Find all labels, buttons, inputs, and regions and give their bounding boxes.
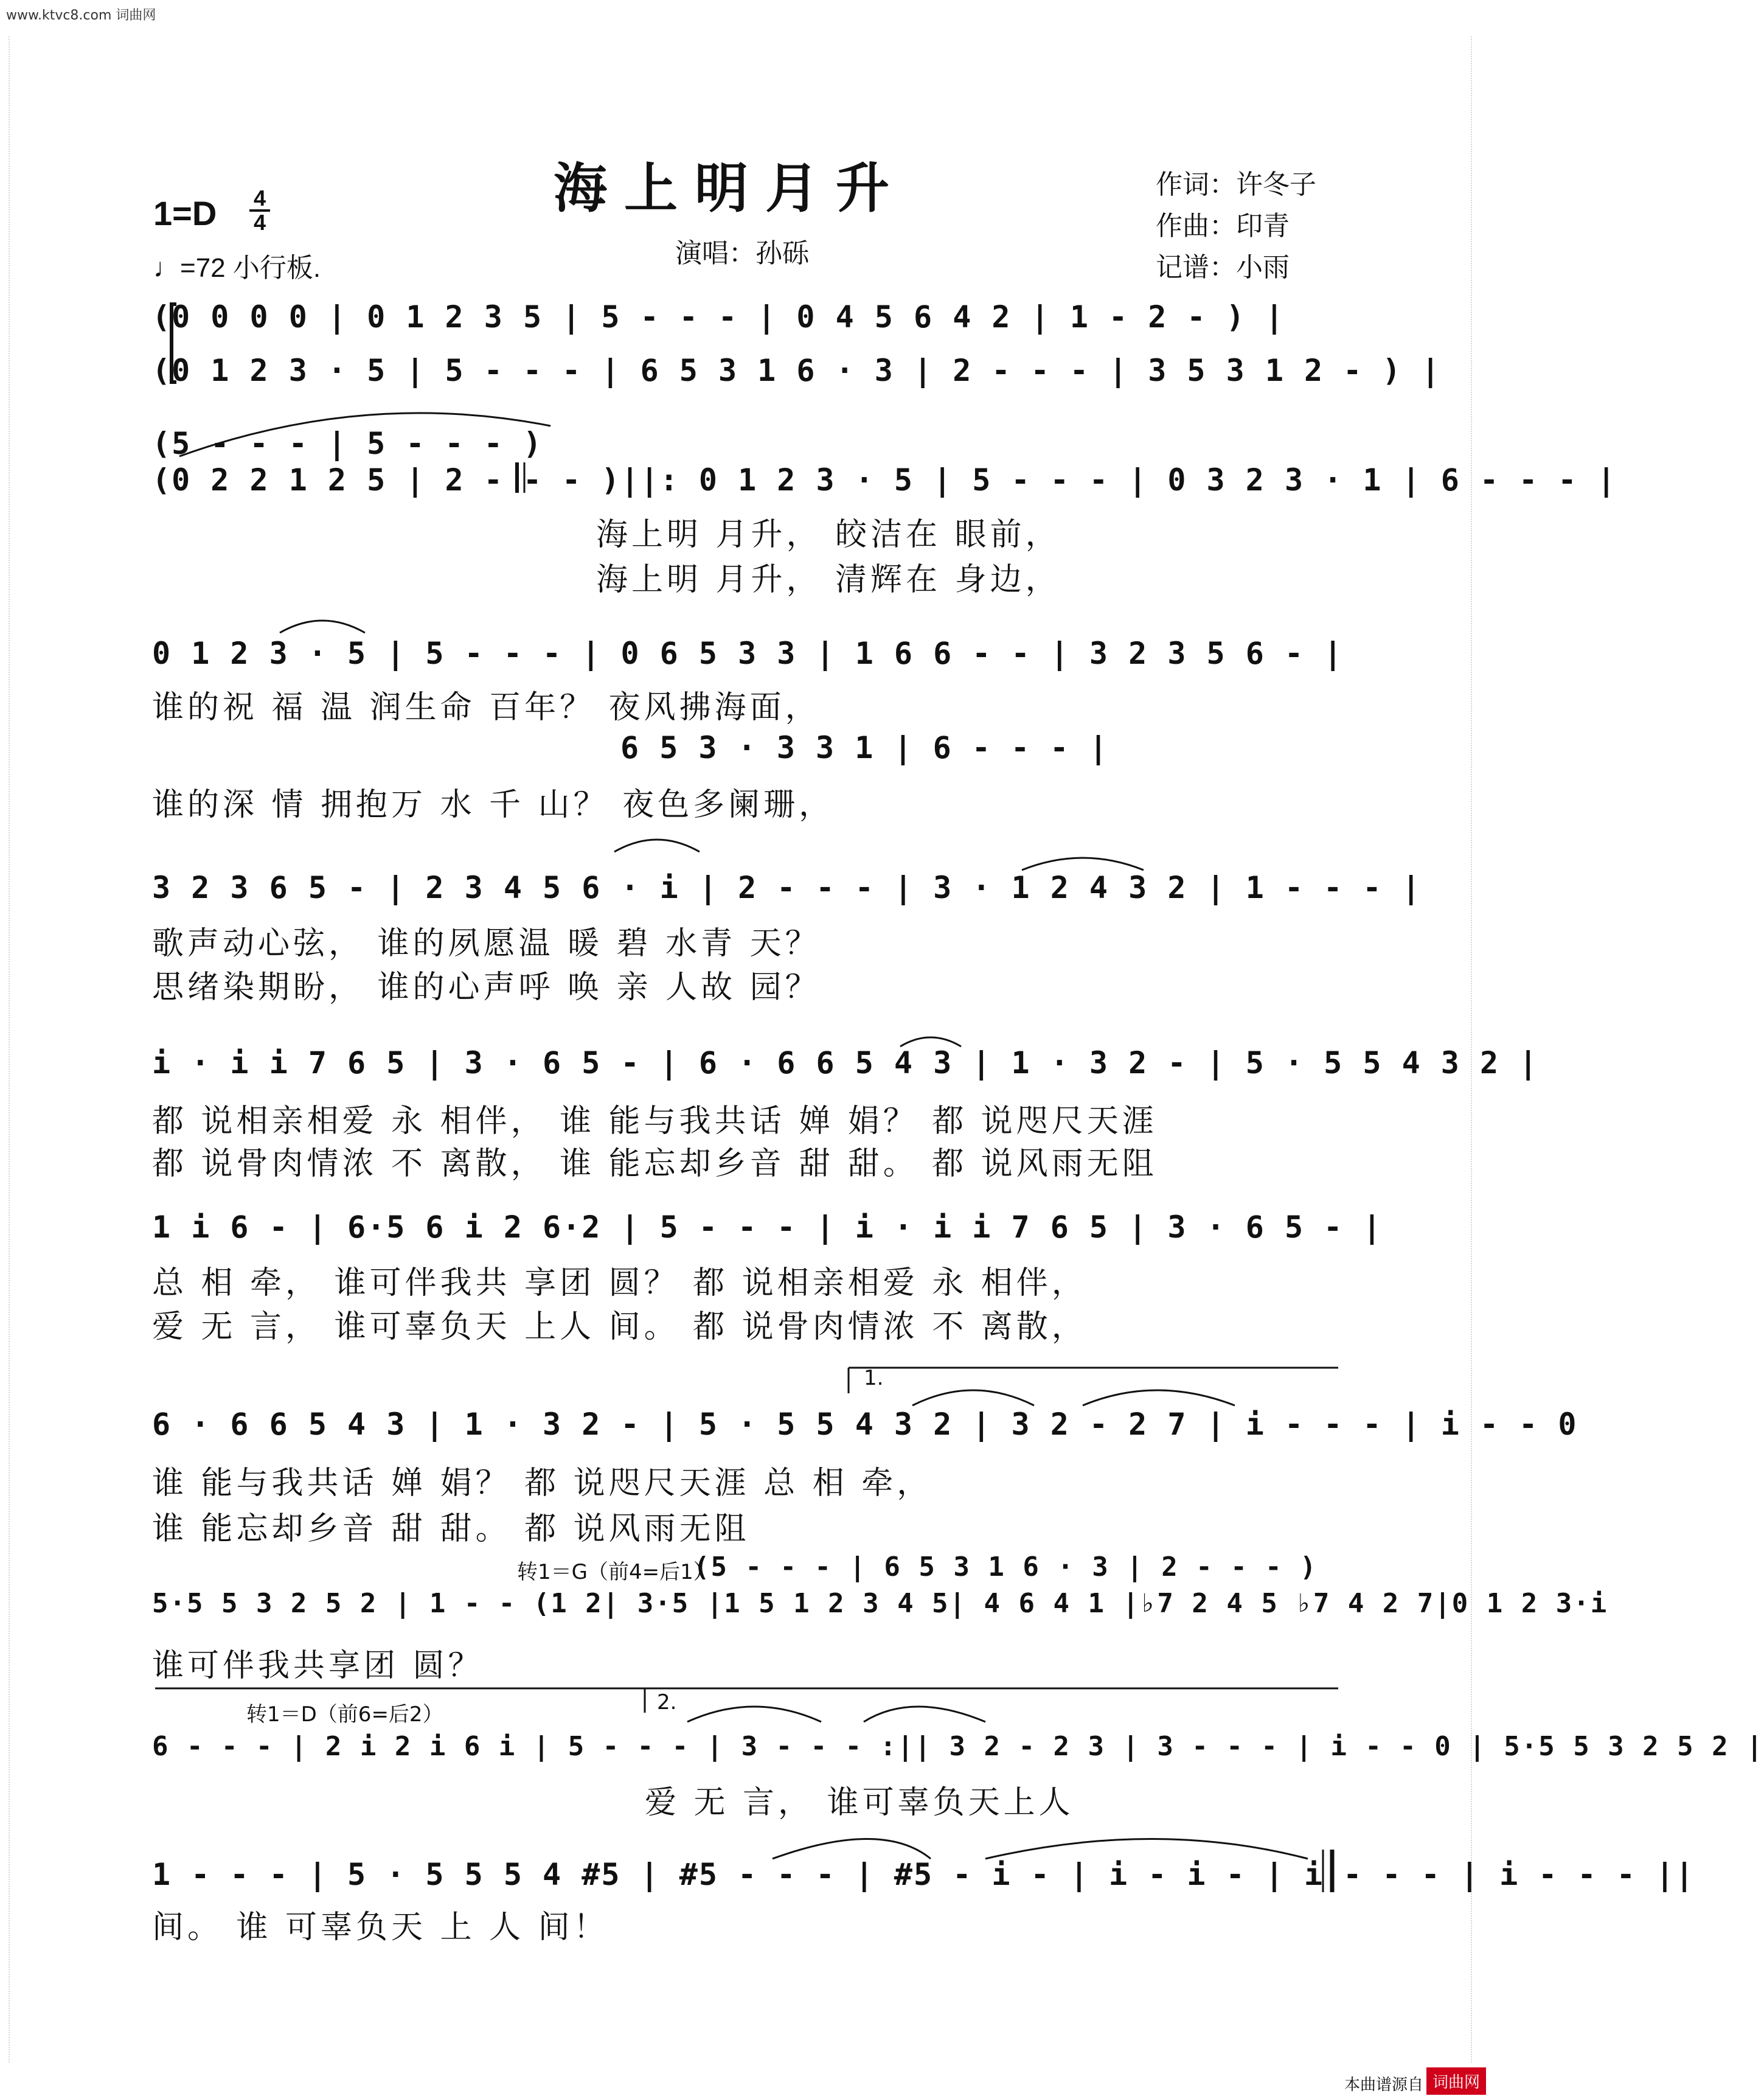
composer: 作曲：印青 [1156,211,1290,242]
site-url: www.ktvc8.com 词曲网 [6,8,156,23]
transcriber: 记谱：小雨 [1156,252,1290,283]
modulation-marking: 转1＝D（前6=后2） [246,1702,443,1727]
lyric-line: 谁 能与我共话 婵 娟？ 都 说咫尺天涯 总 相 牵， [152,1465,932,1502]
notation-line: 6 - - - | 2 i 2 i 6 i | 5 - - - | 3 - - - :|| 3 2 - 2 3 | 3 - - - | i - - 0 | 5·5 5 3 2 5 2 | [152,1731,1764,1762]
notation-line: 6 · 6 6 5 4 3 | 1 · 3 2 - | 5 · 5 5 4 3 2 | 3 2 - 2 7 | i - - - | i - - 0 [152,1407,1578,1442]
notation-line: 5·5 5 3 2 5 2 | 1 - - (1 2| 3·5 |1 5 1 2 3 4 5| 4 6 4 1 |♭7 2 4 5 ♭7 4 2 7|0 1 2 3·i [152,1588,1608,1619]
lyric-line: 间。 谁 可辜负天 上 人 间！ [152,1909,609,1946]
notation-line: 3 2 3 6 5 - | 2 3 4 5 6 · i | 2 - - - | 3 · 1 2 4 3 2 | 1 - - - | [152,870,1422,905]
lyric-line: 海上明 月升， 皎洁在 眼前， [596,517,1061,553]
lyric-line: 歌声动心弦， 谁的夙愿温 暖 碧 水青 天？ [152,925,821,962]
notation-line: (0 2 2 1 2 5 | 2 - - - )||: 0 1 2 3 · 5 | 5 - - - | 0 3 2 3 · 1 | 6 - - - | [152,462,1617,498]
notation-line: 0 1 2 3 · 5 | 5 - - - | 0 6 5 3 3 | 1 6 6 - - | 3 2 3 5 6 - | [152,636,1344,671]
notation-line: i · i i 7 6 5 | 3 · 6 5 - | 6 · 6 6 5 4 3 | 1 · 3 2 - | 5 · 5 5 4 3 2 | [152,1045,1539,1081]
notation-line: (0 0 0 0 | 0 1 2 3 5 | 5 - - - | 0 4 5 6 4 2 | 1 - 2 - ) | [152,299,1285,335]
notation-line: 6 5 3 · 3 3 1 | 6 - - - | [620,730,1109,765]
lyric-line: 都 说相亲相爱 永 相伴， 谁 能与我共话 婵 娟？ 都 说咫尺天涯 [152,1103,1158,1140]
tempo-marking: ♩=72 小行板. [153,253,321,283]
lyric-line: 谁的祝 福 温 润生命 百年？ 夜风拂海面， [152,689,821,726]
time-signature: 4 4 [249,187,270,234]
notation-line: 1 - - - | 5 · 5 5 5 4 #5 | #5 - - - | #5 - i - | i - i - | i - - - | i - - - || [152,1857,1695,1892]
lyric-line: 谁可伴我共享团 圆？ [152,1648,484,1684]
volta-2: 2. [657,1690,677,1715]
lyric-line: 都 说骨肉情浓 不 离散， 谁 能忘却乡音 甜 甜。 都 说风雨无阻 [152,1146,1158,1182]
volta-1: 1. [864,1366,884,1390]
modulation-marking: 转1＝G（前4=后1） [517,1560,714,1584]
singer: 演唱：孙砾 [675,238,809,269]
lyric-line: 爱 无 言， 谁可辜负天上人 [645,1784,1074,1821]
lyricist: 作词：许冬子 [1156,169,1316,200]
song-title: 海上明月升 [554,156,907,220]
footer-brand: 词曲网 [1426,2067,1486,2095]
key-signature: 1=D [153,194,217,232]
notation-line: (0 1 2 3 · 5 | 5 - - - | 6 5 3 1 6 · 3 | 2 - - - | 3 5 3 1 2 - ) | [152,353,1441,388]
notation-line: (5 - - - | 5 - - - ) [152,426,543,461]
notation-line: 1 i 6 - | 6·5 6 i 2 6·2 | 5 - - - | i · i i 7 6 5 | 3 · 6 5 - | [152,1210,1383,1245]
lyric-line: 爱 无 言， 谁可辜负天 上人 间。 都 说骨肉情浓 不 离散， [152,1309,1087,1345]
notation-line: (5 - - - | 6 5 3 1 6 · 3 | 2 - - - ) [693,1551,1318,1582]
lyric-line: 海上明 月升， 清辉在 身边， [596,562,1061,598]
lyric-line: 思绪染期盼， 谁的心声呼 唤 亲 人故 园？ [152,969,821,1006]
lyric-line: 总 相 牵， 谁可伴我共 享团 圆？ 都 说相亲相爱 永 相伴， [152,1265,1087,1301]
lyric-line: 谁 能忘却乡音 甜 甜。 都 说风雨无阻 [152,1511,750,1547]
footer-source: 本曲谱源自 [1344,2076,1424,2094]
lyric-line: 谁的深 情 拥抱万 水 千 山？ 夜色多阑珊， [152,787,835,823]
